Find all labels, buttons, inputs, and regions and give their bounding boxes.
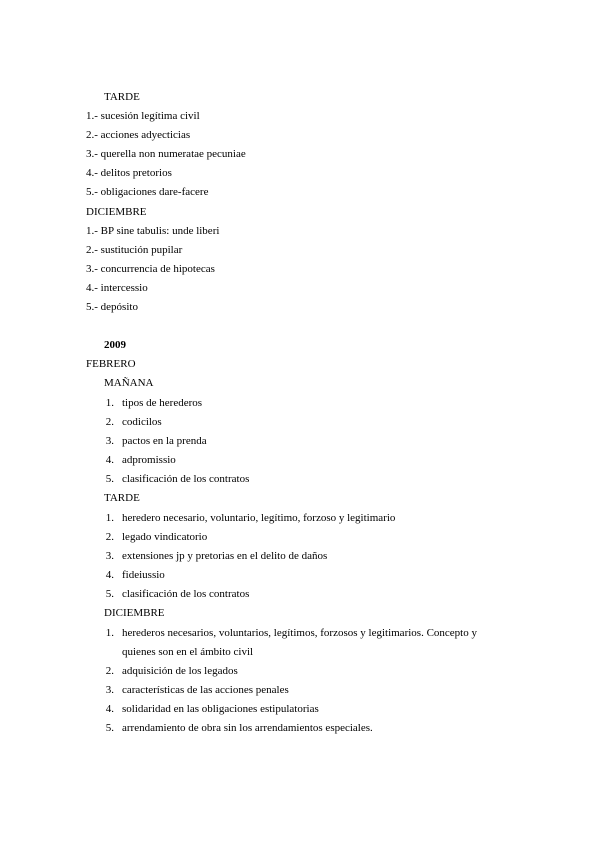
item-text: adquisición de los legados xyxy=(122,665,238,677)
diciembre-heading: DICIEMBRE xyxy=(86,206,147,218)
diciembre-item-2: 2.- sustitución pupilar xyxy=(86,244,183,256)
item-number: 4. xyxy=(105,454,114,466)
item-number: 5. xyxy=(105,722,114,734)
tarde-2009-heading: TARDE xyxy=(104,492,140,504)
item-text: clasificación de los contratos xyxy=(122,588,250,600)
item-number: 1. xyxy=(105,627,114,639)
item-text: tipos de herederos xyxy=(122,397,203,409)
manana-heading: MAÑANA xyxy=(104,377,154,389)
item-text: adpromissio xyxy=(122,454,176,466)
item-text: extensiones jp y pretorias en el delito de daños xyxy=(122,550,328,562)
item-number: 2. xyxy=(105,665,114,677)
item-number: 4. xyxy=(105,569,114,581)
item-number: 1. xyxy=(105,397,114,409)
diciembre-item-5: 5.- depósito xyxy=(86,301,138,313)
item-number: 2. xyxy=(105,531,114,543)
item-text: herederos necesarios, voluntarios, legítimos, forzosos y legitimarios. Concepto y xyxy=(122,627,477,639)
item-text: heredero necesario, voluntario, legítimo, forzoso y legitimario xyxy=(122,512,396,524)
item-text: arrendamiento de obra sin los arrendamientos especiales. xyxy=(122,722,373,734)
item-text: características de las acciones penales xyxy=(122,684,289,696)
tarde-item-1: 1.- sucesión legítima civil xyxy=(86,110,200,122)
item-text: legado vindicatorio xyxy=(122,531,208,543)
tarde-item-4: 4.- delitos pretorios xyxy=(86,167,172,179)
tarde-item-5: 5.- obligaciones dare-facere xyxy=(86,186,209,198)
item-number: 3. xyxy=(105,435,114,447)
item-number: 5. xyxy=(105,473,114,485)
item-number: 2. xyxy=(105,416,114,428)
item-text: solidaridad en las obligaciones estipulatorias xyxy=(122,703,319,715)
tarde-item-3: 3.- querella non numeratae pecuniae xyxy=(86,148,246,160)
item-number: 5. xyxy=(105,588,114,600)
tarde-item-2: 2.- acciones adyecticias xyxy=(86,129,191,141)
item-text: clasificación de los contratos xyxy=(122,473,250,485)
diciembre-item-3: 3.- concurrencia de hipotecas xyxy=(86,263,215,275)
diciembre-2009-heading: DICIEMBRE xyxy=(104,607,165,619)
month-heading: FEBRERO xyxy=(86,358,136,370)
item-number: 3. xyxy=(105,550,114,562)
item-number: 1. xyxy=(105,512,114,524)
diciembre-item-4: 4.- intercessio xyxy=(86,282,148,294)
diciembre-item-1: 1.- BP sine tabulis: unde liberi xyxy=(86,225,220,237)
item-text: pactos en la prenda xyxy=(122,435,207,447)
item-number: 3. xyxy=(105,684,114,696)
year-heading: 2009 xyxy=(104,339,126,351)
item-text: fideiussio xyxy=(122,569,165,581)
tarde-heading: TARDE xyxy=(104,91,140,103)
item-text: codicilos xyxy=(122,416,162,428)
item-number: 4. xyxy=(105,703,114,715)
item-text-continuation: quienes son en el ámbito civil xyxy=(122,646,254,658)
